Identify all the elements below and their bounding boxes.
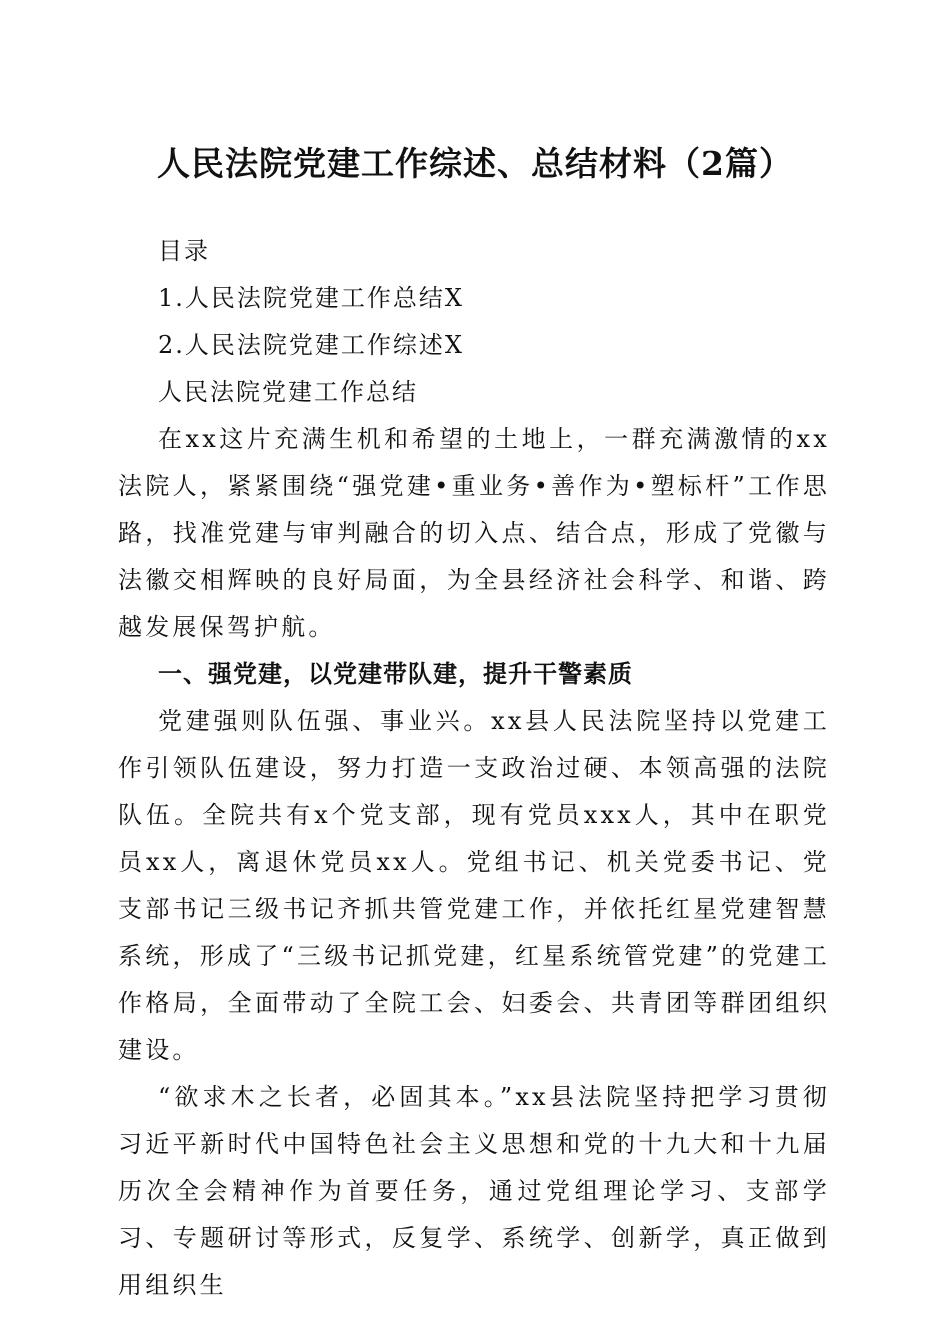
section-heading-1: 一、强党建，以党建带队建，提升干警素质 [158, 660, 633, 688]
section-title: 人民法院党建工作总结 [158, 378, 418, 406]
document-body [118, 228, 830, 1309]
body-paragraph-1: 党建强则队伍强、事业兴。xx县人民法院坚持以党建工作引领队伍建设，努力打造一支政治过硬、本领高强的法院队伍。全院共有x个党支部，现有党员xxx人，其中在职党员xx人，离退休党员xx人。党组书记、机关党委书记、党支部书记三级书记齐抓共管党建工作，并依托红星党建智慧系统，形成了“三级书记抓党建，红星系统管党建”的党建工作格局，全面带动了全院工会、妇委会、共青团等群团组织建设。 [118, 707, 830, 1064]
toc-item-2: 2.人民法院党建工作综述X [158, 331, 464, 359]
body-paragraph-2: “欲求木之长者，必固其本。”xx县法院坚持把学习贯彻习近平新时代中国特色社会主义思想和党的十九大和十九届历次全会精神作为首要任务，通过党组理论学习、支部学习、专题研讨等形式，反复学、系统学、创新学，真正做到用组织生 [118, 1083, 830, 1299]
document-title: 人民法院党建工作综述、总结材料（2篇） [157, 144, 793, 183]
intro-paragraph: 在xx这片充满生机和希望的土地上，一群充满激情的xx法院人，紧紧围绕“强党建•重业务•善作为•塑标杆”工作思路，找准党建与审判融合的切入点、结合点，形成了党徽与法徽交相辉映的良好局面，为全县经济社会科学、和谐、跨越发展保驾护航。 [118, 425, 830, 641]
toc-heading: 目录 [158, 237, 210, 265]
toc-item-1: 1.人民法院党建工作总结X [158, 284, 464, 312]
